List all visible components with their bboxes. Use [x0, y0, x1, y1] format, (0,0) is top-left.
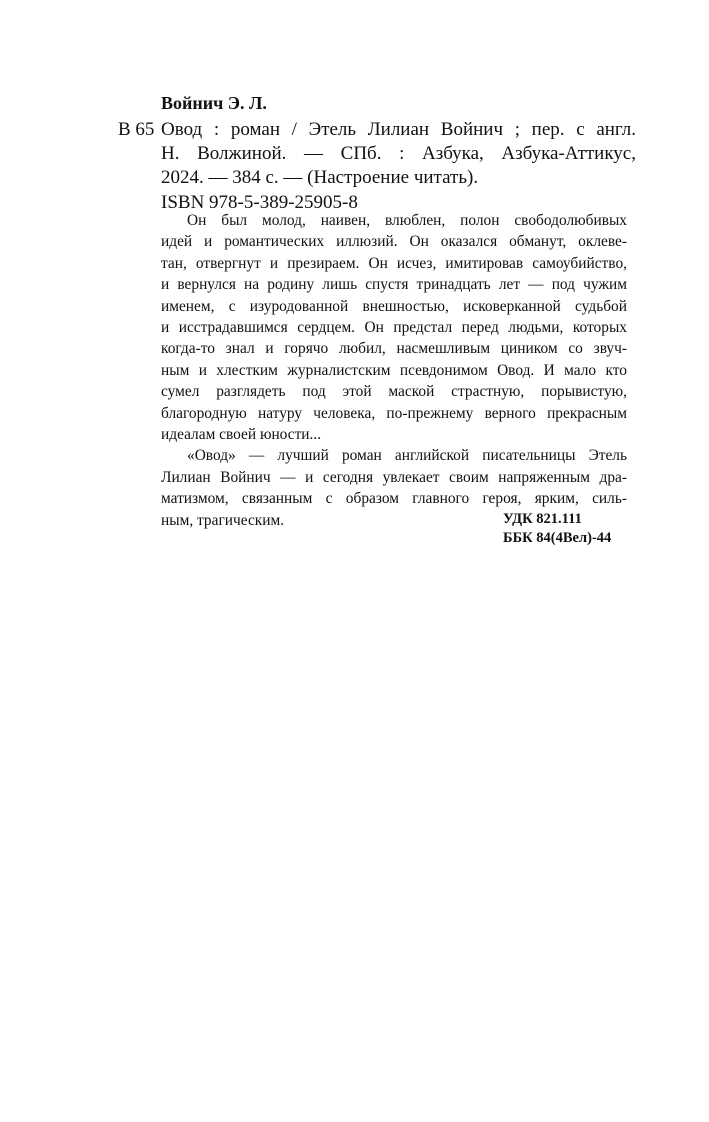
- classification-codes: [503, 510, 611, 548]
- author-heading: Войнич Э. Л.: [161, 93, 267, 113]
- annotation-line: идей и романтических иллюзий. Он оказался обманут, оклеве-: [161, 233, 627, 251]
- annotation-line: сумел разглядеть под этой маской страстную, порывистую,: [161, 383, 627, 401]
- annotation-line: благородную натуру человека, по-прежнему верного прекрасным: [161, 404, 627, 422]
- annotation-line: «Овод» — лучший роман английской писательницы Этель: [187, 447, 627, 465]
- annotation-line: Он был молод, наивен, влюблен, полон свободолюбивых: [187, 212, 627, 229]
- bbk-code: ББК 84(4Вел)-44: [503, 530, 612, 546]
- annotation-line: Лилиан Войнич — и сегодня увлекает своим напряженным дра-: [161, 468, 627, 486]
- annotation-line: когда-то знал и горячо любил, насмешливым циником со звуч-: [161, 340, 627, 358]
- bibliographic-line: Овод : роман / Этель Лилиан Войнич ; пер. с англ.: [161, 119, 636, 140]
- bibliographic-line: Н. Волжиной. — СПб. : Азбука, Азбука-Аттикус,: [161, 143, 636, 164]
- udc-code: УДК 821.111: [503, 511, 582, 527]
- annotation-line: ным, трагическим.: [161, 511, 285, 529]
- annotation: [161, 210, 627, 531]
- library-code: В 65: [118, 119, 155, 140]
- annotation-line: и исстрадавшимся сердцем. Он предстал перед людьми, которых: [161, 319, 627, 337]
- isbn: ISBN 978-5-389-25905-8: [161, 192, 358, 213]
- annotation-line: и вернулся на родину лишь спустя тринадцать лет — под чужим: [161, 276, 627, 294]
- annotation-line: идеалам своей юности...: [161, 426, 322, 444]
- annotation-line: именем, с изуродованной внешностью, исковерканной судьбой: [161, 297, 627, 315]
- bibliographic-description: [161, 118, 636, 190]
- annotation-line: тан, отвергнут и презираем. Он исчез, имитировав самоубийство,: [161, 254, 627, 272]
- annotation-line: ным и хлестким журналистским псевдонимом Овод. И мало кто: [161, 361, 627, 379]
- annotation-line: матизмом, связанным с образом главного героя, ярким, силь-: [161, 490, 627, 508]
- bibliographic-line: 2024. — 384 с. — (Настроение читать).: [161, 167, 479, 188]
